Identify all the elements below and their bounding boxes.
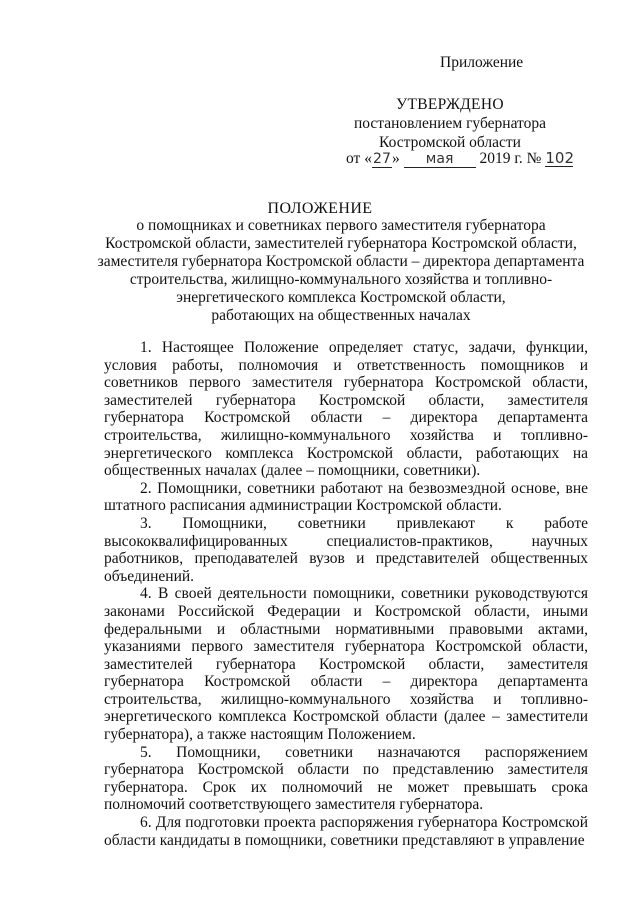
approval-date-line [346, 149, 616, 168]
subtitle-line: строительства, жилищно-коммунального хозяйства и топливно- [129, 271, 553, 288]
document-subtitle [96, 217, 586, 325]
subtitle-line: работающих на общественных началах [211, 307, 471, 324]
subtitle-line: заместителя губернатора Костромской области – директора департамента [97, 253, 585, 270]
date-month: мая [404, 151, 476, 168]
document-number: 102 [545, 149, 574, 167]
subtitle-line: энергетического комплекса Костромской области, [176, 289, 506, 306]
subtitle-line: Костромской области, заместителей губернатора Костромской области, [105, 235, 577, 252]
date-day: 27 [373, 151, 391, 167]
document-body [104, 339, 588, 849]
subtitle-line: о помощниках и советниках первого заместителя губернатора [136, 217, 546, 234]
annex-label: Приложение [440, 54, 524, 71]
document-title: ПОЛОЖЕНИЕ [267, 200, 373, 217]
paragraph-6: 6. Для подготовки проекта распоряжения губернатора Костромской области кандидаты в помощники, советники представляют в управление [104, 814, 588, 849]
approved-region-line: Костромской области [379, 134, 521, 151]
paragraph-1: 1. Настоящее Положение определяет статус, задачи, функции, условия работы, полномочия и ответственность помощников и советников первого заместителя губернатора Костромской области, заместителей губернатора Костромской области, заместителя губернатора Костромской области – директора департамента строительства, жилищно-коммунального хозяйства и топливно-энергетического комплекса Костромской области, работающих на общественных началах (далее – помощники, советники). [104, 339, 588, 480]
paragraph-5: 5. Помощники, советники назначаются распоряжением губернатора Костромской области по представлению заместителя губернатора. Срок их полномочий не может превышать срока полномочий соответствующего заместителя губернатора. [104, 743, 588, 814]
date-prefix: от « [346, 150, 372, 167]
paragraph-4: 4. В своей деятельности помощники, советники руководствуются законами Российской Федерации и Костромской области, иными федеральными и областными нормативными правовыми актами, указаниями первого заместителя губернатора Костромской области, заместителей губернатора Костромской области, заместителя губернатора Костромской области – директора департамента строительства, жилищно-коммунального хозяйства и топливно-энергетического комплекса Костромской области (далее – заместители губернатора), а также настоящим Положением. [104, 585, 588, 744]
approved-stamp: УТВЕРЖДЕНО [396, 96, 504, 113]
paragraph-3: 3. Помощники, советники привлекают к работе высококвалифицированных специалистов-практиков, научных работников, преподавателей вузов и представителей общественных объединений. [104, 514, 588, 585]
approved-by-line: постановлением губернатора [353, 115, 547, 132]
date-year: 2019 г. № [479, 150, 542, 167]
date-mid: » [391, 150, 400, 167]
paragraph-2: 2. Помощники, советники работают на безвозмездной основе, вне штатного расписания администрации Костромской области. [104, 479, 588, 515]
